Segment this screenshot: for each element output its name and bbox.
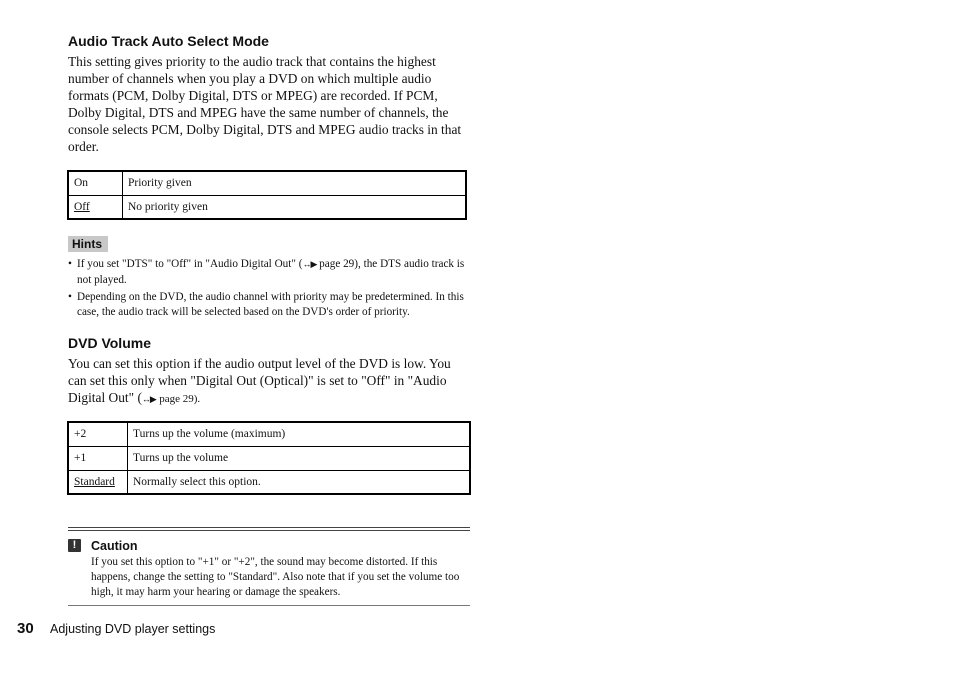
caution-title: Caution xyxy=(91,539,138,553)
table-row xyxy=(68,422,470,446)
option-cell: +2 xyxy=(68,422,128,446)
description-cell: Turns up the volume xyxy=(128,446,471,470)
section-title-audio-track: Audio Track Auto Select Mode xyxy=(68,33,269,49)
option-cell-default: Standard xyxy=(68,470,128,494)
body-text: ). xyxy=(193,393,201,405)
description-cell: Normally select this option. xyxy=(128,470,471,494)
caution-top-rule xyxy=(68,527,470,528)
caution-top-rule-inner xyxy=(68,530,470,531)
section-body-audio-track: This setting gives priority to the audio track that contains the highest number of channels when you play a DVD on which multiple audio formats (PCM, Dolby Digital, DTS or MPEG) are recorded. If PCM, Dolby Digital, DTS and MPEG have the same number of channels, the console selects PCM, Dolby Digital, DTS and MPEG audio tracks in that order. xyxy=(68,54,462,154)
description-cell: Priority given xyxy=(123,171,467,195)
table-row xyxy=(68,195,466,219)
option-cell: On xyxy=(68,171,123,195)
page-reference: page 29 xyxy=(319,258,355,270)
caution-text: If you set this option to "+1" or "+2", the sound may become distorted. If this happens, change the setting to "Standard". Also note that if you set the volume too high, it may harm your hearing or damage the speakers. xyxy=(91,556,460,598)
hint-text: ), the DTS audio track is not played. xyxy=(77,258,465,286)
page-reference: page 29 xyxy=(159,393,194,405)
hints-list xyxy=(68,257,470,322)
audio-track-options-table xyxy=(67,170,467,220)
page-number: 30 xyxy=(17,620,34,637)
bullet-icon: • xyxy=(68,258,72,270)
description-cell: Turns up the volume (maximum) xyxy=(128,422,471,446)
description-cell: No priority given xyxy=(123,195,467,219)
page-reference-arrow-icon: ↔▶ xyxy=(141,394,156,404)
list-item xyxy=(68,290,470,321)
footer-label: Adjusting DVD player settings xyxy=(50,622,216,636)
dvd-volume-options-table xyxy=(67,421,471,495)
body-text: You can set this option if the audio output level of the DVD is low. You can set this only when "Digital Out (Optical)" is set to "Off" in "Audio Digital Out" ( xyxy=(68,356,451,405)
table-row xyxy=(68,470,470,494)
table-row xyxy=(68,446,470,470)
page-reference-arrow-icon: ↔▶ xyxy=(302,259,317,269)
section-title-dvd-volume: DVD Volume xyxy=(68,335,151,351)
list-item xyxy=(68,257,470,288)
section-body-dvd-volume xyxy=(68,355,472,408)
option-cell: +1 xyxy=(68,446,128,470)
hint-text: If you set "DTS" to "Off" in "Audio Digital Out" ( xyxy=(77,258,303,270)
bullet-icon: • xyxy=(68,290,72,303)
caution-bottom-rule xyxy=(68,605,470,606)
table-row xyxy=(68,171,466,195)
hint-text: Depending on the DVD, the audio channel with priority may be predetermined. In this case, the audio track will be selected based on the DVD's order of priority. xyxy=(77,290,464,318)
caution-icon: ! xyxy=(68,539,81,552)
hints-label: Hints xyxy=(68,236,108,252)
option-cell-default: Off xyxy=(68,195,123,219)
